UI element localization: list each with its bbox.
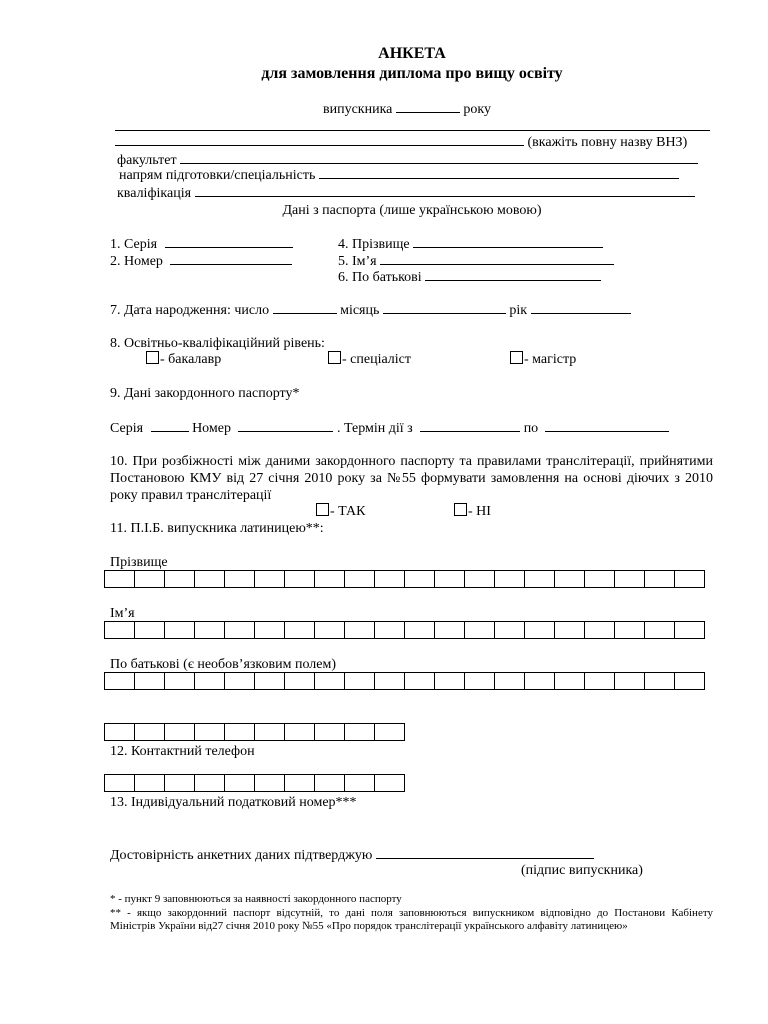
- digit-cell[interactable]: [105, 724, 135, 741]
- level-label: 8. Освітньо-кваліфікаційний рівень:: [110, 336, 325, 351]
- form-subtitle: для замовлення диплома про вищу освіту: [261, 65, 563, 82]
- latin-surname-label: Прізвище: [110, 555, 168, 570]
- digit-cell[interactable]: [135, 775, 165, 792]
- letter-cell[interactable]: [285, 673, 315, 690]
- digit-cell[interactable]: [105, 775, 135, 792]
- digit-cell[interactable]: [195, 724, 225, 741]
- digit-cell[interactable]: [225, 775, 255, 792]
- letter-cell[interactable]: [405, 673, 435, 690]
- latin-name-field-label: Ім’я: [110, 606, 135, 621]
- level-option-specialist[interactable]: - спеціаліст: [328, 351, 411, 368]
- level-option-bachelor[interactable]: - бакалавр: [146, 351, 221, 368]
- passport-number-line: 2. Номер: [110, 252, 292, 270]
- signature-hint: (підпис випускника): [521, 863, 643, 878]
- digit-cell[interactable]: [255, 775, 285, 792]
- passport-heading: Дані з паспорта (лише українською мовою): [282, 203, 542, 218]
- name-line: 5. Ім’я: [338, 252, 614, 270]
- latin-patronymic-grid[interactable]: [104, 672, 705, 690]
- passport-series-field[interactable]: [165, 235, 293, 248]
- transliteration-text: 10. При розбіжності між даними закордонного паспорту та правилами транслітерації, прийнятими Постановою КМУ від 27 січня 2010 року за №55 формувати замовлення на основі діючих з 2010 року правил транслітерації: [110, 454, 713, 503]
- passport-number-field[interactable]: [170, 252, 292, 265]
- letter-cell[interactable]: [525, 571, 555, 588]
- foreign-number-field[interactable]: [238, 419, 333, 432]
- patronymic-line: 6. По батькові: [338, 268, 601, 286]
- letter-cell[interactable]: [585, 622, 615, 639]
- digit-cell[interactable]: [165, 775, 195, 792]
- confirmation-text: Достовірність анкетних даних підтверджую: [110, 848, 373, 863]
- letter-cell[interactable]: [135, 571, 165, 588]
- digit-cell[interactable]: [285, 724, 315, 741]
- birth-day-field[interactable]: [273, 301, 337, 314]
- letter-cell[interactable]: [555, 673, 585, 690]
- digit-cell[interactable]: [255, 724, 285, 741]
- letter-cell[interactable]: [345, 622, 375, 639]
- bachelor-checkbox[interactable]: [146, 351, 159, 364]
- foreign-valid-to-field[interactable]: [545, 419, 669, 432]
- foreign-passport-label: 9. Дані закордонного паспорту*: [110, 386, 300, 401]
- letter-cell[interactable]: [585, 673, 615, 690]
- letter-cell[interactable]: [495, 673, 525, 690]
- letter-cell[interactable]: [555, 622, 585, 639]
- letter-cell[interactable]: [615, 622, 645, 639]
- letter-cell[interactable]: [225, 622, 255, 639]
- transliteration-no[interactable]: - НІ: [454, 503, 491, 520]
- letter-cell[interactable]: [495, 571, 525, 588]
- letter-cell[interactable]: [315, 622, 345, 639]
- digit-cell[interactable]: [315, 724, 345, 741]
- latin-surname-grid[interactable]: [104, 570, 705, 588]
- letter-cell[interactable]: [255, 673, 285, 690]
- birth-date-line: 7. Дата народження: число місяць рік: [110, 301, 631, 319]
- letter-cell[interactable]: [525, 622, 555, 639]
- digit-cell[interactable]: [375, 724, 405, 741]
- letter-cell[interactable]: [615, 571, 645, 588]
- foreign-valid-from-field[interactable]: [420, 419, 520, 432]
- qualification-line: [117, 184, 695, 202]
- letter-cell[interactable]: [435, 673, 465, 690]
- letter-cell[interactable]: [315, 571, 345, 588]
- letter-cell[interactable]: [435, 571, 465, 588]
- letter-cell[interactable]: [585, 571, 615, 588]
- birth-month-field[interactable]: [383, 301, 506, 314]
- letter-cell[interactable]: [285, 622, 315, 639]
- letter-cell[interactable]: [405, 622, 435, 639]
- latin-name-label: 11. П.І.Б. випускника латиницею**:: [110, 521, 324, 536]
- letter-cell[interactable]: [675, 571, 705, 588]
- letter-cell[interactable]: [375, 622, 405, 639]
- transliteration-yes[interactable]: - ТАК: [316, 503, 365, 520]
- no-checkbox[interactable]: [454, 503, 467, 516]
- letter-cell[interactable]: [225, 673, 255, 690]
- signature-field[interactable]: [376, 846, 594, 859]
- specialty-label: напрям підготовки/спеціальність: [119, 168, 316, 183]
- letter-cell[interactable]: [495, 622, 525, 639]
- digit-cell[interactable]: [195, 775, 225, 792]
- footnote-1: * - пункт 9 заповнюються за наявності закордонного паспорту: [110, 893, 402, 905]
- letter-cell[interactable]: [285, 571, 315, 588]
- tax-number-label: 13. Індивідуальний податковий номер***: [110, 795, 357, 810]
- letter-cell[interactable]: [165, 622, 195, 639]
- letter-cell[interactable]: [675, 673, 705, 690]
- university-hint: (вкажіть повну назву ВНЗ): [527, 135, 688, 150]
- letter-cell[interactable]: [255, 571, 285, 588]
- letter-cell[interactable]: [135, 622, 165, 639]
- digit-cell[interactable]: [375, 775, 405, 792]
- graduate-year-field[interactable]: [396, 100, 460, 113]
- letter-cell[interactable]: [315, 673, 345, 690]
- qualification-field[interactable]: [195, 184, 695, 197]
- university-line-2: [115, 133, 687, 151]
- letter-cell[interactable]: [375, 673, 405, 690]
- foreign-passport-line: Серія Номер . Термін дії з по: [110, 419, 669, 437]
- latin-patronymic-label: По батькові (є необов’язковим полем): [110, 657, 337, 672]
- phone-label: 12. Контактний телефон: [110, 744, 255, 759]
- faculty-label: факультет: [117, 153, 177, 168]
- letter-cell[interactable]: [345, 571, 375, 588]
- letter-cell[interactable]: [105, 673, 135, 690]
- letter-cell[interactable]: [465, 673, 495, 690]
- letter-cell[interactable]: [645, 571, 675, 588]
- letter-cell[interactable]: [225, 571, 255, 588]
- letter-cell[interactable]: [465, 571, 495, 588]
- letter-cell[interactable]: [135, 673, 165, 690]
- letter-cell[interactable]: [645, 622, 675, 639]
- letter-cell[interactable]: [255, 622, 285, 639]
- latin-name-grid[interactable]: [104, 621, 705, 639]
- qualification-label: кваліфікація: [117, 186, 192, 201]
- master-checkbox[interactable]: [510, 351, 523, 364]
- phone-grid[interactable]: [104, 723, 405, 741]
- passport-series-line: 1. Серія: [110, 235, 293, 253]
- letter-cell[interactable]: [375, 571, 405, 588]
- form-title: АНКЕТА: [378, 45, 446, 62]
- digit-cell[interactable]: [135, 724, 165, 741]
- letter-cell[interactable]: [465, 622, 495, 639]
- letter-cell[interactable]: [195, 673, 225, 690]
- digit-cell[interactable]: [345, 724, 375, 741]
- digit-cell[interactable]: [165, 724, 195, 741]
- letter-cell[interactable]: [435, 622, 465, 639]
- foreign-series-field[interactable]: [151, 419, 189, 432]
- letter-cell[interactable]: [165, 673, 195, 690]
- letter-cell[interactable]: [165, 571, 195, 588]
- letter-cell[interactable]: [645, 673, 675, 690]
- letter-cell[interactable]: [345, 673, 375, 690]
- letter-cell[interactable]: [615, 673, 645, 690]
- surname-field[interactable]: [413, 235, 603, 248]
- digit-cell[interactable]: [225, 724, 255, 741]
- patronymic-field[interactable]: [425, 268, 601, 281]
- letter-cell[interactable]: [195, 622, 225, 639]
- footnote-2: ** - якщо закордонний паспорт відсутній, то дані поля заповнюються випускником відповідно до Постанови Кабінету Міністрів України від27 січня 2010 року №55 «Про порядок транслітерації українського алфавіту латиницею»: [110, 907, 713, 932]
- letter-cell[interactable]: [405, 571, 435, 588]
- surname-line: 4. Прізвище: [338, 235, 603, 253]
- letter-cell[interactable]: [675, 622, 705, 639]
- university-field-line-1[interactable]: [115, 130, 710, 131]
- letter-cell[interactable]: [195, 571, 225, 588]
- level-option-master[interactable]: - магістр: [510, 351, 576, 368]
- letter-cell[interactable]: [525, 673, 555, 690]
- yes-checkbox[interactable]: [316, 503, 329, 516]
- digit-cell[interactable]: [345, 775, 375, 792]
- digit-cell[interactable]: [315, 775, 345, 792]
- tax-number-grid[interactable]: [104, 774, 405, 792]
- name-field[interactable]: [380, 252, 614, 265]
- specialist-checkbox[interactable]: [328, 351, 341, 364]
- graduate-year-line: випускника року: [323, 102, 492, 117]
- digit-cell[interactable]: [285, 775, 315, 792]
- letter-cell[interactable]: [105, 622, 135, 639]
- specialty-field[interactable]: [319, 166, 679, 179]
- university-field-line-2[interactable]: [115, 133, 524, 146]
- faculty-field[interactable]: [180, 151, 698, 164]
- letter-cell[interactable]: [555, 571, 585, 588]
- birth-year-field[interactable]: [531, 301, 631, 314]
- specialty-line: [119, 166, 679, 184]
- letter-cell[interactable]: [105, 571, 135, 588]
